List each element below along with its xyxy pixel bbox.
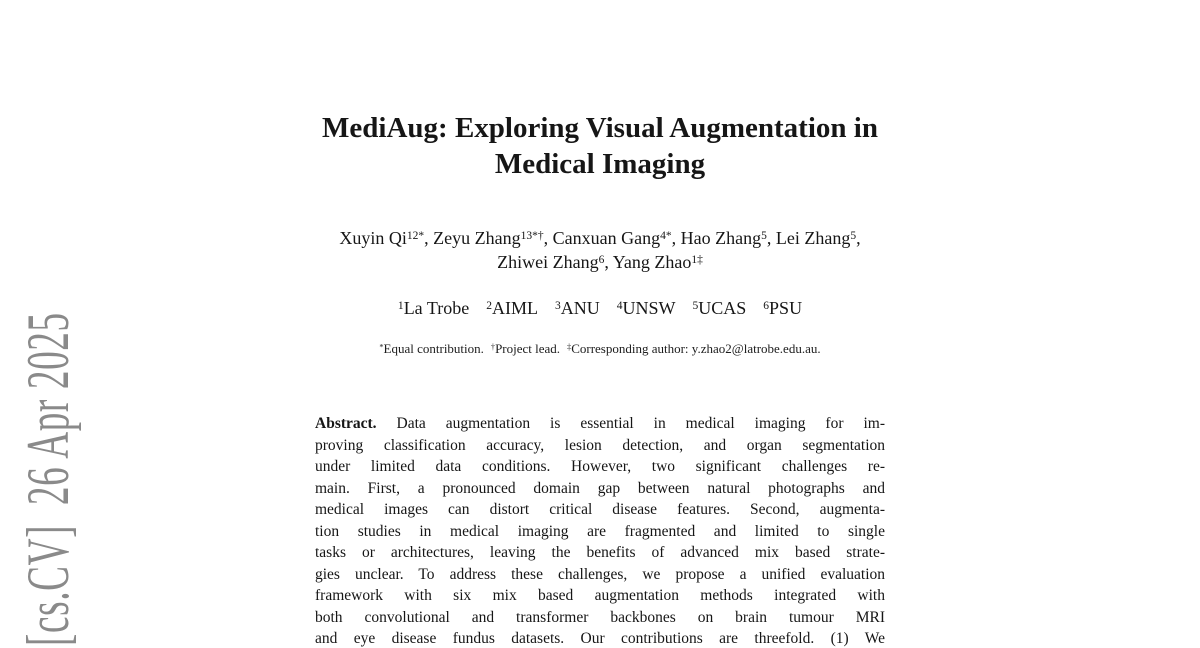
author-separator: ,: [856, 228, 861, 248]
affiliation-name: PSU: [769, 298, 803, 318]
affiliation-name: ANU: [560, 298, 600, 318]
abstract-label: Abstract.: [315, 415, 377, 432]
paper-title: [280, 110, 920, 182]
footnote-superscript: †: [490, 342, 496, 352]
author-superscript: 5: [850, 229, 857, 242]
author-line: [280, 250, 920, 274]
footnote-text: Project lead.: [495, 341, 561, 356]
author-separator: ,: [543, 228, 553, 248]
affiliation-item: [693, 298, 747, 318]
author-list: [280, 226, 920, 274]
author-name: Hao Zhang: [680, 228, 762, 248]
affiliation-name: AIML: [491, 298, 538, 318]
affiliation-superscript: 3: [554, 299, 561, 312]
footnote-text: Equal contribution.: [383, 341, 484, 356]
abstract-line: proving classification accuracy, lesion detection, and organ segmentation: [315, 436, 885, 454]
author-separator: ,: [424, 228, 434, 248]
author-name: Canxuan Gang: [552, 228, 661, 248]
affiliation-superscript: 5: [692, 299, 699, 312]
affiliation-superscript: 4: [616, 299, 623, 312]
abstract-block: [315, 413, 885, 648]
author-line: [280, 226, 920, 250]
footnote-superscript: ‡: [567, 342, 572, 352]
footnote-segment: [379, 341, 484, 356]
author-name: Zeyu Zhang: [433, 228, 521, 248]
affiliation-item: [555, 298, 600, 318]
author-superscript: 12*: [406, 229, 425, 242]
author-superscript: 5: [761, 229, 767, 242]
author-name: Yang Zhao: [612, 252, 692, 272]
abstract-line: medical images can distort critical disease features. Second, augmenta-: [315, 501, 885, 519]
abstract-line-text: Data augmentation is essential in medical imaging for im-: [396, 415, 885, 432]
affiliations-row: [280, 296, 920, 320]
abstract-line: and eye disease fundus datasets. Our contributions are threefold. (1) We: [315, 630, 885, 648]
footnote-superscript: *: [379, 342, 384, 352]
author-name: Zhiwei Zhang: [497, 252, 599, 272]
author-superscript: 6: [598, 253, 605, 266]
author-separator: ,: [766, 228, 776, 248]
author-separator: ,: [604, 252, 613, 272]
affiliation-item: [486, 298, 538, 318]
abstract-line: [315, 413, 885, 435]
contribution-footnote: [280, 340, 920, 358]
arxiv-category-date-stamp: [cs.CV] 26 Apr 2025: [15, 312, 81, 646]
affiliation-item: [617, 298, 676, 318]
footnote-segment: [567, 341, 821, 356]
author-superscript: 4*: [660, 229, 672, 242]
affiliation-superscript: 2: [486, 299, 492, 312]
affiliation-superscript: 6: [763, 299, 770, 312]
abstract-line: tasks or architectures, leaving the benefits of advanced mix based strate-: [315, 544, 885, 562]
affiliation-name: La Trobe: [403, 298, 470, 318]
footnote-text: Corresponding author: y.zhao2@latrobe.edu.au.: [571, 341, 821, 356]
author-name: Lei Zhang: [775, 228, 851, 248]
footnote-segment: [491, 341, 560, 356]
affiliation-item: [763, 298, 802, 318]
abstract-line: under limited data conditions. However, two significant challenges re-: [315, 458, 885, 476]
author-name: Xuyin Qi: [339, 228, 407, 248]
author-superscript: 1‡: [691, 253, 703, 266]
abstract-line: framework with six mix based augmentation methods integrated with: [315, 587, 885, 605]
abstract-line: main. First, a pronounced domain gap between natural photographs and: [315, 479, 885, 497]
author-separator: ,: [671, 228, 681, 248]
affiliation-name: UNSW: [622, 298, 676, 318]
abstract-line: tion studies in medical imaging are fragmented and limited to single: [315, 522, 885, 540]
paper-content-column: [280, 0, 920, 648]
paper-title-line-2: Medical Imaging: [494, 148, 706, 180]
paper-title-line-1: MediAug: Exploring Visual Augmentation in: [322, 112, 878, 144]
abstract-line: both convolutional and transformer backbones on brain tumour MRI: [315, 608, 885, 626]
affiliation-item: [398, 298, 469, 318]
author-superscript: 13*†: [520, 229, 544, 242]
abstract-line: gies unclear. To address these challenges, we propose a unified evaluation: [315, 565, 885, 583]
affiliation-superscript: 1: [397, 299, 404, 312]
affiliation-name: UCAS: [698, 298, 747, 318]
